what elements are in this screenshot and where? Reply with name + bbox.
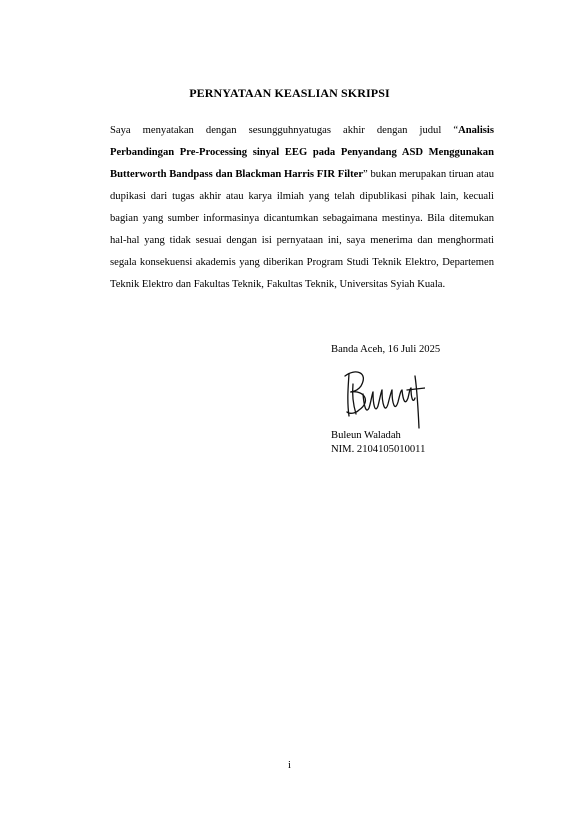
statement-rest: ” bukan merupakan tiruan atau dupikasi dari tugas akhir atau karya ilmiah yang telah dipublikasi pihak lain, kecuali bagian yang sumber informasinya dicantumkan sebagaimana mestinya. Bila ditemukan hal-hal yang tidak sesuai dengan isi pernyataan ini, saya menerima dan menghormati segala konsekuensi akademis yang diberikan Program Studi Teknik Elektro, Departemen Teknik Elektro dan Fakultas Teknik, Fakultas Teknik, Universitas Syiah Kuala.: [110, 169, 494, 290]
place-date: Banda Aceh, 16 Juli 2025: [331, 344, 441, 355]
thesis-title: Analisis Perbandingan Pre-Processing sinyal EEG pada Penyandang ASD Menggunakan Butterworth Bandpass dan Blackman Harris FIR Filter: [110, 125, 494, 180]
statement-paragraph: [110, 120, 494, 296]
statement-intro: Saya menyatakan dengan sesungguhnyatugas akhir dengan judul “: [110, 125, 459, 136]
signer-nim: NIM. 2104105010011: [331, 444, 426, 455]
signer-name: Buleun Waladah: [331, 430, 401, 441]
page-title: PERNYATAAN KEASLIAN SKRIPSI: [189, 86, 390, 100]
page-number: i: [288, 760, 291, 771]
handwritten-signature: [339, 364, 425, 434]
